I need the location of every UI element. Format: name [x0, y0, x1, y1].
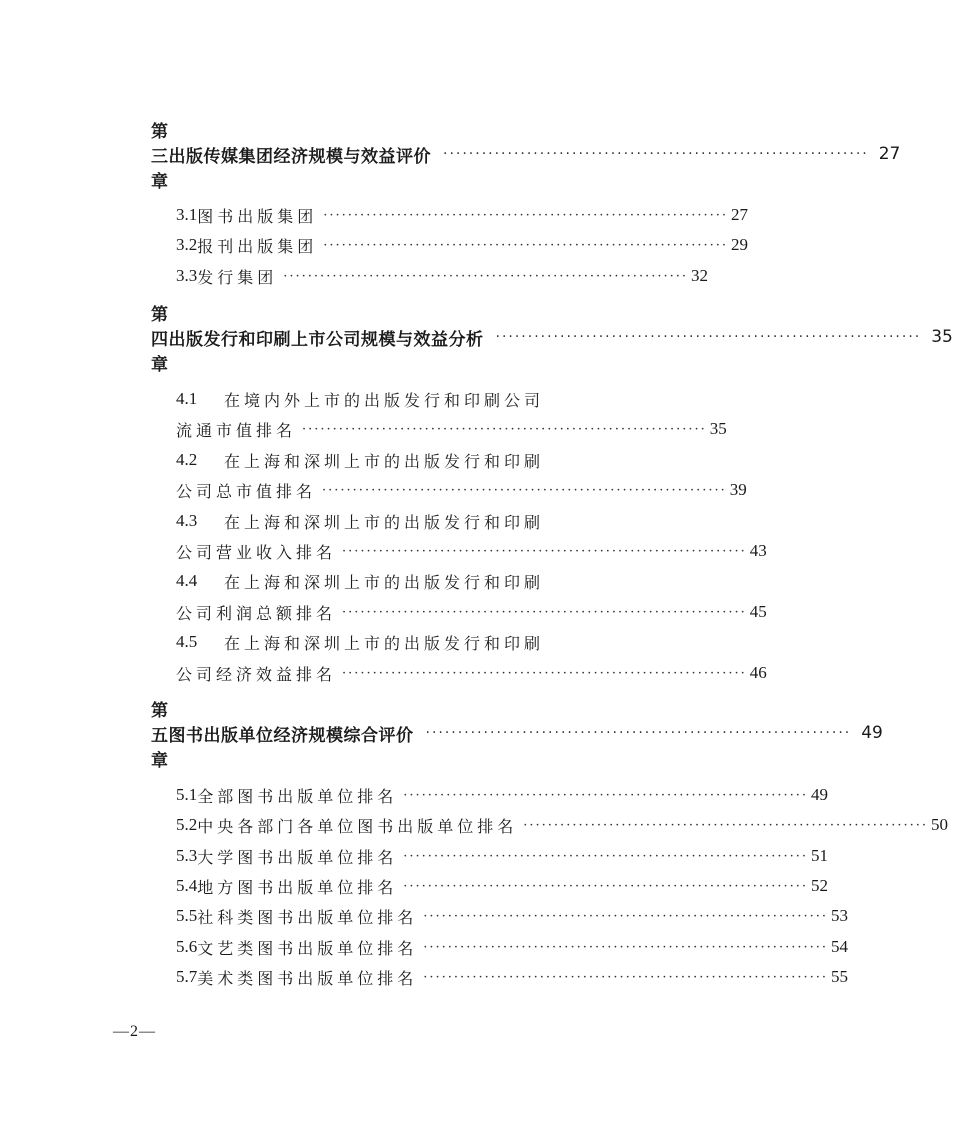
section-title: 在上海和深圳上市的出版发行和印刷	[224, 633, 545, 653]
toc-section-4-3-line2[interactable]	[176, 538, 767, 564]
section-number: 3.2	[176, 235, 198, 254]
chapter-title: 图书出版单位经济规模综合评价	[168, 725, 414, 746]
section-title: 在上海和深圳上市的出版发行和印刷	[224, 512, 545, 532]
toc-section-4-1-line2[interactable]	[176, 416, 727, 442]
section-title: 在境内外上市的出版发行和印刷公司	[224, 390, 545, 410]
toc-section-4-4-line1[interactable]	[176, 568, 662, 594]
section-title: 在上海和深圳上市的出版发行和印刷	[224, 572, 545, 592]
dot-leader: ··································································	[425, 725, 852, 741]
section-number: 5.1	[176, 785, 198, 804]
toc-section-4-2-line1[interactable]	[176, 447, 662, 473]
section-title: 报刊出版集团	[197, 236, 318, 256]
dot-leader: ··································································	[403, 878, 808, 894]
section-title: 全部图书出版单位排名	[197, 786, 398, 806]
section-number: 4.3	[176, 511, 198, 530]
chapter-number: 第五章	[151, 700, 169, 771]
section-title: 文艺类图书出版单位排名	[197, 938, 418, 958]
dot-leader: ··································································	[342, 665, 747, 681]
page-number: 29	[731, 235, 748, 254]
section-title-continued: 公司经济效益排名	[176, 664, 337, 684]
toc-section-5-4[interactable]	[176, 873, 828, 899]
dot-leader: ··································································	[302, 421, 707, 437]
dot-leader: ··································································	[403, 848, 808, 864]
dot-leader: ··································································	[423, 908, 828, 924]
page-number: 35	[931, 327, 953, 347]
page-number: 49	[811, 785, 828, 804]
chapter-number: 第三章	[151, 121, 169, 192]
toc-chapter-4[interactable]	[151, 304, 953, 375]
section-number: 5.5	[176, 906, 198, 925]
toc-chapter-5[interactable]	[151, 700, 883, 771]
section-number: 5.7	[176, 967, 198, 986]
page-number: 32	[691, 266, 708, 285]
section-title: 大学图书出版单位排名	[197, 847, 398, 867]
dot-leader: ··································································	[443, 146, 869, 162]
section-title: 中央各部门各单位图书出版单位排名	[197, 816, 518, 836]
section-number: 5.2	[176, 815, 198, 834]
chapter-title: 出版发行和印刷上市公司规模与效益分析	[168, 329, 484, 350]
toc-section-3-1[interactable]	[176, 202, 748, 228]
page-number: 54	[831, 937, 848, 956]
section-title: 在上海和深圳上市的出版发行和印刷	[224, 451, 545, 471]
section-title: 图书出版集团	[197, 206, 318, 226]
toc-section-5-6[interactable]	[176, 934, 848, 960]
toc-section-5-5[interactable]	[176, 903, 848, 929]
toc-section-4-5-line2[interactable]	[176, 660, 767, 686]
section-title: 发行集团	[197, 267, 278, 287]
page-number: 51	[811, 846, 828, 865]
section-title: 美术类图书出版单位排名	[197, 968, 418, 988]
section-title-continued: 流通市值排名	[176, 420, 297, 440]
section-number: 3.3	[176, 266, 198, 285]
dot-leader: ··································································	[322, 482, 727, 498]
page-number: 49	[861, 723, 883, 743]
chapter-title: 出版传媒集团经济规模与效益评价	[168, 146, 431, 167]
page-number: 43	[749, 541, 767, 560]
section-title-continued: 公司营业收入排名	[176, 542, 337, 562]
toc-chapter-3[interactable]	[151, 121, 901, 192]
section-number: 5.3	[176, 846, 198, 865]
dot-leader: ··································································	[423, 939, 828, 955]
section-number: 4.2	[176, 450, 198, 469]
page-number: 27	[878, 144, 901, 164]
section-number: 4.1	[176, 389, 198, 408]
toc-section-4-5-line1[interactable]	[176, 629, 662, 655]
page-footer-number: —2—	[113, 1023, 156, 1040]
page-number: 50	[931, 815, 948, 834]
toc-section-4-3-line1[interactable]	[176, 508, 662, 534]
section-number: 3.1	[176, 205, 198, 224]
section-number: 5.4	[176, 876, 198, 895]
toc-section-4-2-line2[interactable]	[176, 477, 747, 503]
page-number: 35	[709, 419, 727, 438]
section-title-continued: 公司利润总额排名	[176, 603, 337, 623]
dot-leader: ··································································	[523, 817, 928, 833]
toc-section-4-4-line2[interactable]	[176, 599, 767, 625]
section-title: 社科类图书出版单位排名	[197, 907, 418, 927]
dot-leader: ··································································	[495, 329, 922, 345]
section-title: 地方图书出版单位排名	[197, 877, 398, 897]
toc-section-3-2[interactable]	[176, 232, 748, 258]
section-title-continued: 公司总市值排名	[176, 481, 317, 501]
page-number: 46	[749, 663, 767, 682]
toc-section-5-3[interactable]	[176, 843, 828, 869]
section-number: 4.4	[176, 571, 198, 590]
toc-section-5-2[interactable]	[176, 812, 948, 838]
dot-leader: ··································································	[403, 787, 808, 803]
dot-leader: ··································································	[323, 237, 728, 253]
page-number: 52	[811, 876, 828, 895]
toc-section-4-1-line1[interactable]	[176, 386, 662, 412]
page-number: 53	[831, 906, 848, 925]
toc-section-5-7[interactable]	[176, 964, 848, 990]
dot-leader: ··································································	[342, 604, 747, 620]
toc-section-5-1[interactable]	[176, 782, 828, 808]
section-number: 5.6	[176, 937, 198, 956]
page-number: 45	[749, 602, 767, 621]
page-number: 55	[831, 967, 848, 986]
dot-leader: ··································································	[342, 543, 747, 559]
section-number: 4.5	[176, 632, 198, 651]
toc-section-3-3[interactable]	[176, 263, 708, 289]
dot-leader: ··································································	[323, 207, 728, 223]
page-number: 39	[729, 480, 747, 499]
page-number: 27	[731, 205, 748, 224]
dot-leader: ··································································	[283, 268, 688, 284]
dot-leader: ··································································	[423, 969, 828, 985]
chapter-number: 第四章	[151, 304, 169, 375]
